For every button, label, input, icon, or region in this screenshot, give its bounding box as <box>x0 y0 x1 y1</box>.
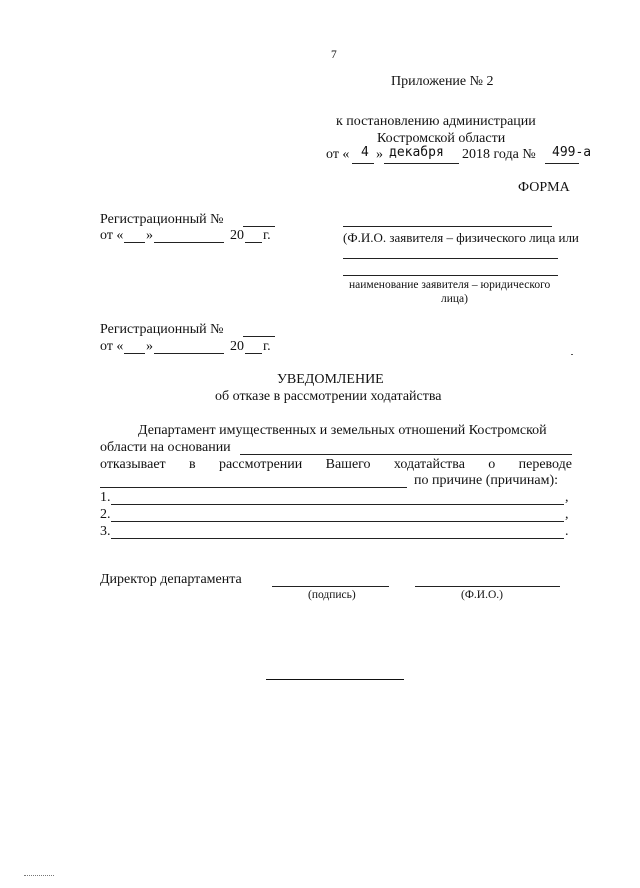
registration-number-line <box>243 226 275 227</box>
body-line-1: Департамент имущественных и земельных отношений Костромской <box>138 423 547 438</box>
registration-date-from-2: от « <box>100 339 124 354</box>
basis-line <box>240 454 572 455</box>
reason-2-number: 2. <box>100 507 111 522</box>
reason-2-end: , <box>565 507 569 522</box>
appendix-label: Приложение № 2 <box>391 74 494 89</box>
applicant-person-label: (Ф.И.О. заявителя – физического лица или <box>343 230 579 245</box>
scan-artifact <box>24 875 54 876</box>
signature-label: (подпись) <box>308 589 356 601</box>
form-label: ФОРМА <box>518 180 570 195</box>
body-word: рассмотрении <box>218 457 303 472</box>
applicant-entity-label-1: наименование заявителя – юридического <box>349 279 551 291</box>
registration-date-close: » <box>146 228 153 243</box>
month-underline <box>384 163 459 164</box>
notice-subtitle: об отказе в рассмотрении ходатайства <box>215 389 442 404</box>
registration-year-suffix-2: г. <box>263 339 271 354</box>
registration-year-2: 20 <box>230 339 244 354</box>
body-line-2: области на основании <box>100 440 231 455</box>
applicant-entity-label-2: лица) <box>441 293 468 305</box>
body-line-4-end: по причине (причинам): <box>414 473 559 488</box>
resolution-month: декабря <box>389 145 444 160</box>
resolution-line-2: Костромской области <box>377 131 506 146</box>
resolution-line-1: к постановлению администрации <box>336 114 536 129</box>
page-number: 7 <box>331 49 337 61</box>
applicant-name-line <box>343 226 552 227</box>
registration-year-line <box>245 242 262 243</box>
body-line-3 <box>100 458 572 472</box>
resolution-year-text: 2018 года № <box>462 147 536 162</box>
number-underline <box>545 163 579 164</box>
scan-speck <box>571 354 573 355</box>
registration-date-close-2: » <box>146 339 153 354</box>
registration-label-2: Регистрационный № <box>100 322 224 337</box>
notice-title: УВЕДОМЛЕНИЕ <box>277 372 384 387</box>
resolution-day-close: » <box>376 147 383 162</box>
body-word: ходатайства <box>393 457 465 472</box>
registration-day-line <box>124 242 145 243</box>
body-word: Вашего <box>325 457 371 472</box>
body-word: о <box>488 457 496 472</box>
signature-line <box>272 586 389 587</box>
registration-month-line-2 <box>154 353 224 354</box>
signer-position: Директор департамента <box>100 572 242 587</box>
resolution-number: 499-а <box>552 145 592 160</box>
reason-3-line <box>111 538 564 539</box>
body-word: в <box>189 457 196 472</box>
body-word: переводе <box>518 457 572 472</box>
registration-year-line-2 <box>245 353 262 354</box>
subject-line <box>100 487 407 488</box>
reason-3-end: . <box>565 524 569 539</box>
reason-2-line <box>111 521 564 522</box>
body-word: отказывает <box>100 457 166 472</box>
registration-label: Регистрационный № <box>100 212 224 227</box>
resolution-day: 4 <box>361 145 369 160</box>
registration-year-suffix: г. <box>263 228 271 243</box>
closing-separator <box>266 679 404 680</box>
registration-number-line-2 <box>243 336 275 337</box>
signer-name-line <box>415 586 560 587</box>
resolution-date-prefix: от « <box>326 147 350 162</box>
registration-date-from: от « <box>100 228 124 243</box>
signer-name-label: (Ф.И.О.) <box>461 589 503 601</box>
reason-1-line <box>111 504 564 505</box>
reason-1-end: , <box>565 490 569 505</box>
registration-month-line <box>154 242 224 243</box>
registration-year: 20 <box>230 228 244 243</box>
applicant-line-2 <box>343 258 558 259</box>
applicant-line-3 <box>343 275 558 276</box>
registration-day-line-2 <box>124 353 145 354</box>
reason-3-number: 3. <box>100 524 111 539</box>
day-underline <box>352 163 374 164</box>
reason-1-number: 1. <box>100 490 111 505</box>
